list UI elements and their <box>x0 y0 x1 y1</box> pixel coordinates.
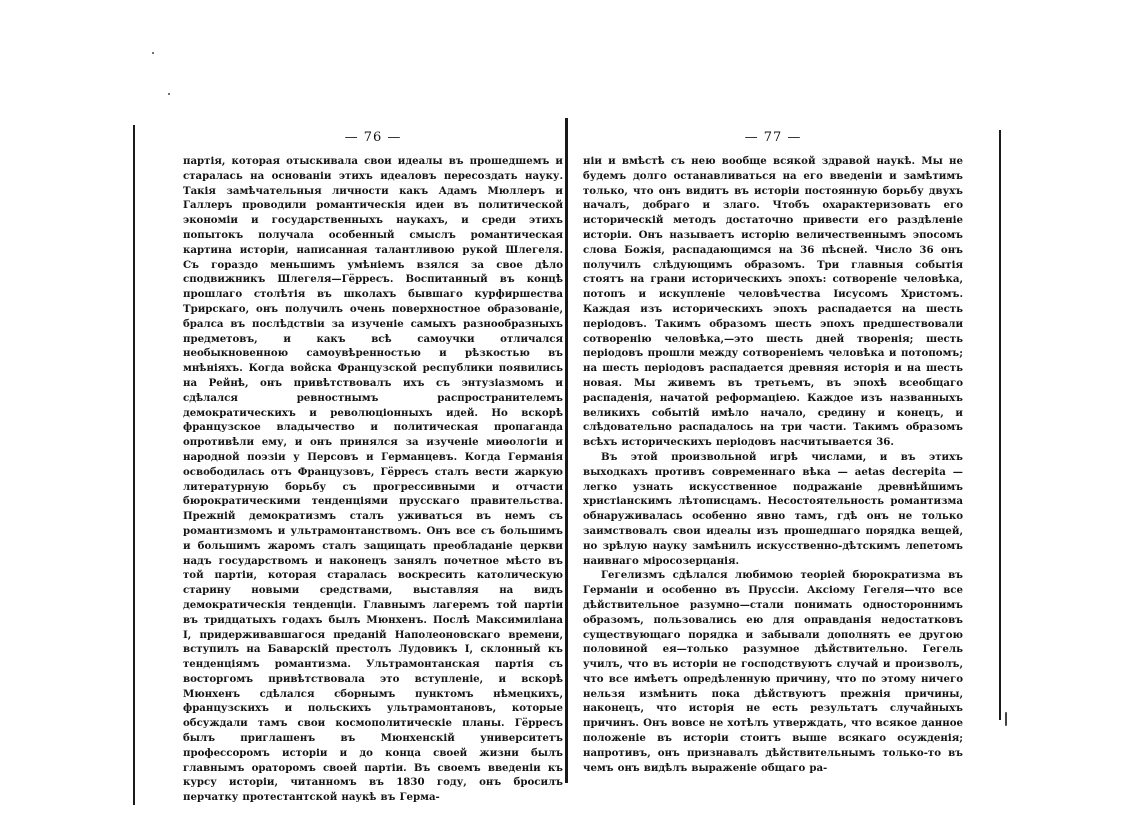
left-page-number: — 76 — <box>344 130 402 145</box>
right-paragraph: Въ этой произвольной игрѣ числами, и въ этихъ выходкахъ противъ современнаго вѣка — aetas decrepita — легко узнать искусственное подражаніе древнѣйшимъ христіанскимъ лѣтописцамъ. Несостоятельность романтизма обнаруживалась особенно явно тамъ, гдѣ онъ не только заимствовалъ свои идеалы изъ прошедшаго порядка вещей, но зрѣлую науку замѣнилъ искусственно-дѣтскимъ лепетомъ наивнаго міросозерцанія. <box>583 450 963 567</box>
right-page-edge-line <box>999 130 1001 720</box>
scan-speck <box>152 52 154 54</box>
scan-speck <box>1005 712 1007 726</box>
book-spine-line <box>565 118 568 783</box>
left-page <box>183 130 563 805</box>
left-page-edge-line <box>133 125 135 805</box>
right-page-text <box>583 154 963 775</box>
left-page-text <box>183 154 563 805</box>
right-page-number: — 77 — <box>744 130 802 145</box>
left-paragraph: партія, которая отыскивала свои идеалы въ прошедшемъ и старалась на основаніи этихъ идеаловъ пересоздать науку. Такія замѣчательныя личности какъ Адамъ Мюллеръ и Галлеръ проводили романтическія идеи въ политической экономіи и государственныхъ наукахъ, и среди этихъ попытокъ получала особенный смыслъ романтическая картина исторіи, написанная талантливою рукой Шлегеля. Съ гораздо меньшимъ умѣніемъ взялся за свое дѣло сподвижникъ Шлегеля—Гёрресъ. Воспитанный въ концѣ прошлаго столѣтія въ школахъ бывшаго курфиршества Трирскаго, онъ получилъ очень поверхностное образованіе, бралса въ послѣдствіи за изученіе самыхъ разнообразныхъ предметовъ, и какъ всѣ самоучки отличался необыкновенною самоувѣренностью и рѣзкостью въ мнѣніяхъ. Когда войска Французской республики появились на Рейнѣ, онъ привѣтствовалъ ихъ съ энтузіазмомъ и сдѣлался ревностнымъ распространителемъ демократическихъ и революціонныхъ идей. Но вскорѣ французское владычество и политическая пропаганда опротивѣли ему, и онъ принялся за изученіе миѳологіи и народной поэзіи у Персовъ и Германцевъ. Когда Германія освободилась отъ Французовъ, Гёрресъ сталъ вести жаркую литературную борьбу съ прогрессивными и отчасти бюрократическими тенденціями прусскаго правительства. Прежній демократизмъ сталъ уживаться въ немъ съ романтизмомъ и ультрамонтанствомъ. Онъ все съ большимъ и большимъ жаромъ сталъ защищать преобладаніе церкви надъ государствомъ и наконецъ занялъ почетное мѣсто въ той партіи, которая старалась воскресить католическую старину новыми средствами, выставляя на видъ демократическія тенденціи. Главнымъ лагеремъ той партіи въ тридцатыхъ годахъ былъ Мюнхенъ. Послѣ Максимиліана I, придерживавшагося преданій Наполеоновскаго времени, вступилъ на Баварскій престолъ Лудовикъ I, склонный къ тенденціямъ романтизма. Ультрамонтанская партія съ восторгомъ привѣтствовала это вступленіе, и вскорѣ Мюнхенъ сдѣлался сборнымъ пунктомъ нѣмецкихъ, французскихъ и польскихъ ультрамонтановъ, которые обсуждали тамъ свои космополитическіе планы. Гёрресъ былъ приглашенъ въ Мюнхенскій университетъ профессоромъ исторіи и до конца своей жизни былъ главнымъ ораторомъ своей партіи. Въ своемъ введеніи къ курсу исторіи, читанномъ въ 1830 году, онъ бросилъ перчатку протестантской наукѣ въ Герма- <box>183 155 563 804</box>
right-page <box>583 130 963 775</box>
right-paragraph: Гегелизмъ сдѣлался любимою теоріей бюрократизма въ Германіи и особенно въ Пруссіи. Аксіому Гегеля—что все дѣйствительное разумно—стали понимать одностороннимъ образомъ, пользовались ею для оправданія недостатковъ существующаго порядка и забывали дополнять ее другою половиной ея—только разумное дѣйствительно. Гегель училъ, что въ исторіи не господствуютъ случай и произволъ, что все имѣетъ опредѣленную причину, что по этому ничего нельзя измѣнить пока дѣйствуютъ прежнія причины, наконецъ, что исторія не есть результатъ случайныхъ причинъ. Онъ вовсе не хотѣлъ утверждать, что всякое данное положеніе въ исторіи стоитъ выше всякаго осужденія; напротивъ, онъ признавалъ дѣйствительнымъ только-то въ чемъ онъ видѣлъ выраженіе общаго ра- <box>583 569 963 774</box>
right-paragraph: ніи и вмѣстѣ съ нею вообще всякой здравой наукѣ. Мы не будемъ долго останавливаться на его введеніи и замѣтимъ только, что онъ видитъ въ исторіи постоянную борьбу двухъ началъ, добраго и злаго. Чтобъ охарактеризовать его историческій методъ достаточно привести его раздѣленіе исторіи. Онъ называетъ исторію величественнымъ эпосомъ слова Божія, распадающимся на 36 пѣсней. Число 36 онъ получилъ слѣдующимъ образомъ. Три главныя событія стоятъ на грани историческихъ эпохъ: сотвореніе человѣка, потопъ и искупленіе человѣчества Іисусомъ Христомъ. Каждая изъ историческихъ эпохъ распадается на шесть періодовъ. Такимъ образомъ шесть эпохъ предшествовали сотворенію человѣка,—это шесть дней творенія; шесть періодовъ прошли между сотвореніемъ человѣка и потопомъ; на шесть періодовъ распадается древняя исторія и на шесть новая. Мы живемъ въ третьемъ, въ эпохѣ всеобщаго распаденія, начатой реформаціею. Каждое изъ названныхъ великихъ событій имѣло начало, средину и конецъ, и слѣдовательно распадалось на три части. Такимъ образомъ всѣхъ историческихъ періодовъ насчитывается 36. <box>583 155 963 449</box>
scan-speck <box>168 93 170 95</box>
